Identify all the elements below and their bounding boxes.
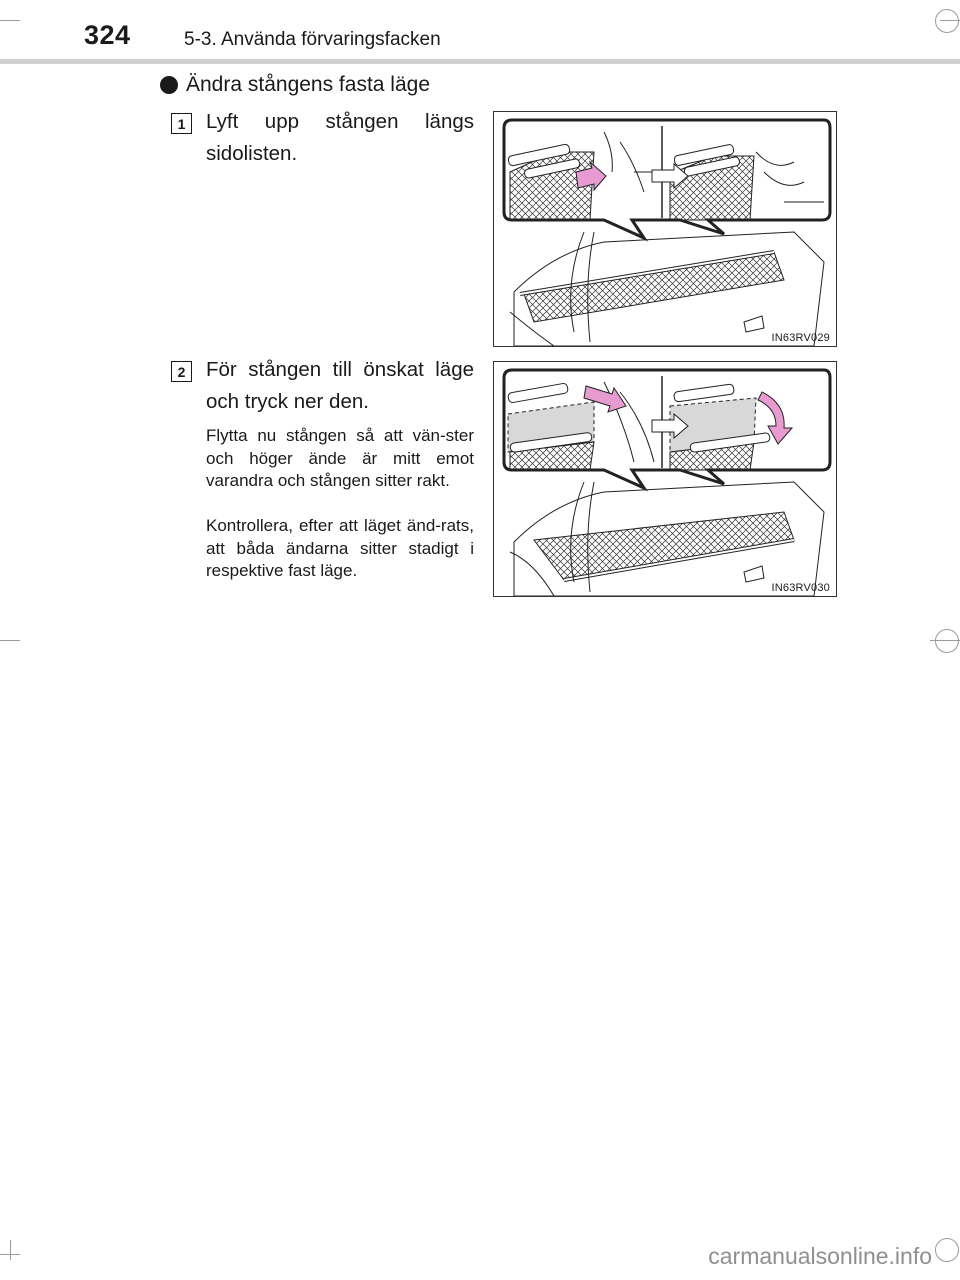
section-title: 5-3. Använda förvaringsfacken: [184, 29, 441, 50]
step-2-text: För stången till önskat läge och tryck ner den.: [206, 358, 474, 413]
section-heading-text: Ändra stångens fasta läge: [186, 73, 431, 96]
step-number-1: 1: [171, 113, 192, 134]
bullet-icon: [160, 76, 178, 94]
step-2-note-1: Flytta nu stången så att vän-ster och höger ände är mitt emot varandra och stången sitter rakt.: [206, 426, 474, 490]
figure-step-2: [493, 361, 837, 597]
figure-code: IN63RV030: [771, 582, 830, 594]
bar-push-down-illustration: [494, 362, 836, 596]
registration-mark: [935, 1238, 959, 1262]
crop-mark: [10, 1240, 11, 1260]
section-heading: [160, 73, 430, 97]
watermark: carmanualsonline.info: [708, 1243, 932, 1269]
registration-mark: [935, 629, 959, 653]
bar-lift-illustration: [494, 112, 836, 346]
figure-code: IN63RV029: [771, 332, 830, 344]
crop-mark: [0, 20, 20, 21]
page-number: 324: [84, 20, 131, 50]
figure-step-1: [493, 111, 837, 347]
registration-mark: [935, 9, 959, 33]
step-1-text: Lyft upp stången längs sidolisten.: [206, 110, 474, 165]
step-number-2: 2: [171, 361, 192, 382]
crop-mark: [0, 640, 20, 641]
step-2-note-2: Kontrollera, efter att läget änd-rats, att båda ändarna sitter stadigt i respektive fast läge.: [206, 516, 474, 580]
header-rule: [0, 59, 960, 64]
